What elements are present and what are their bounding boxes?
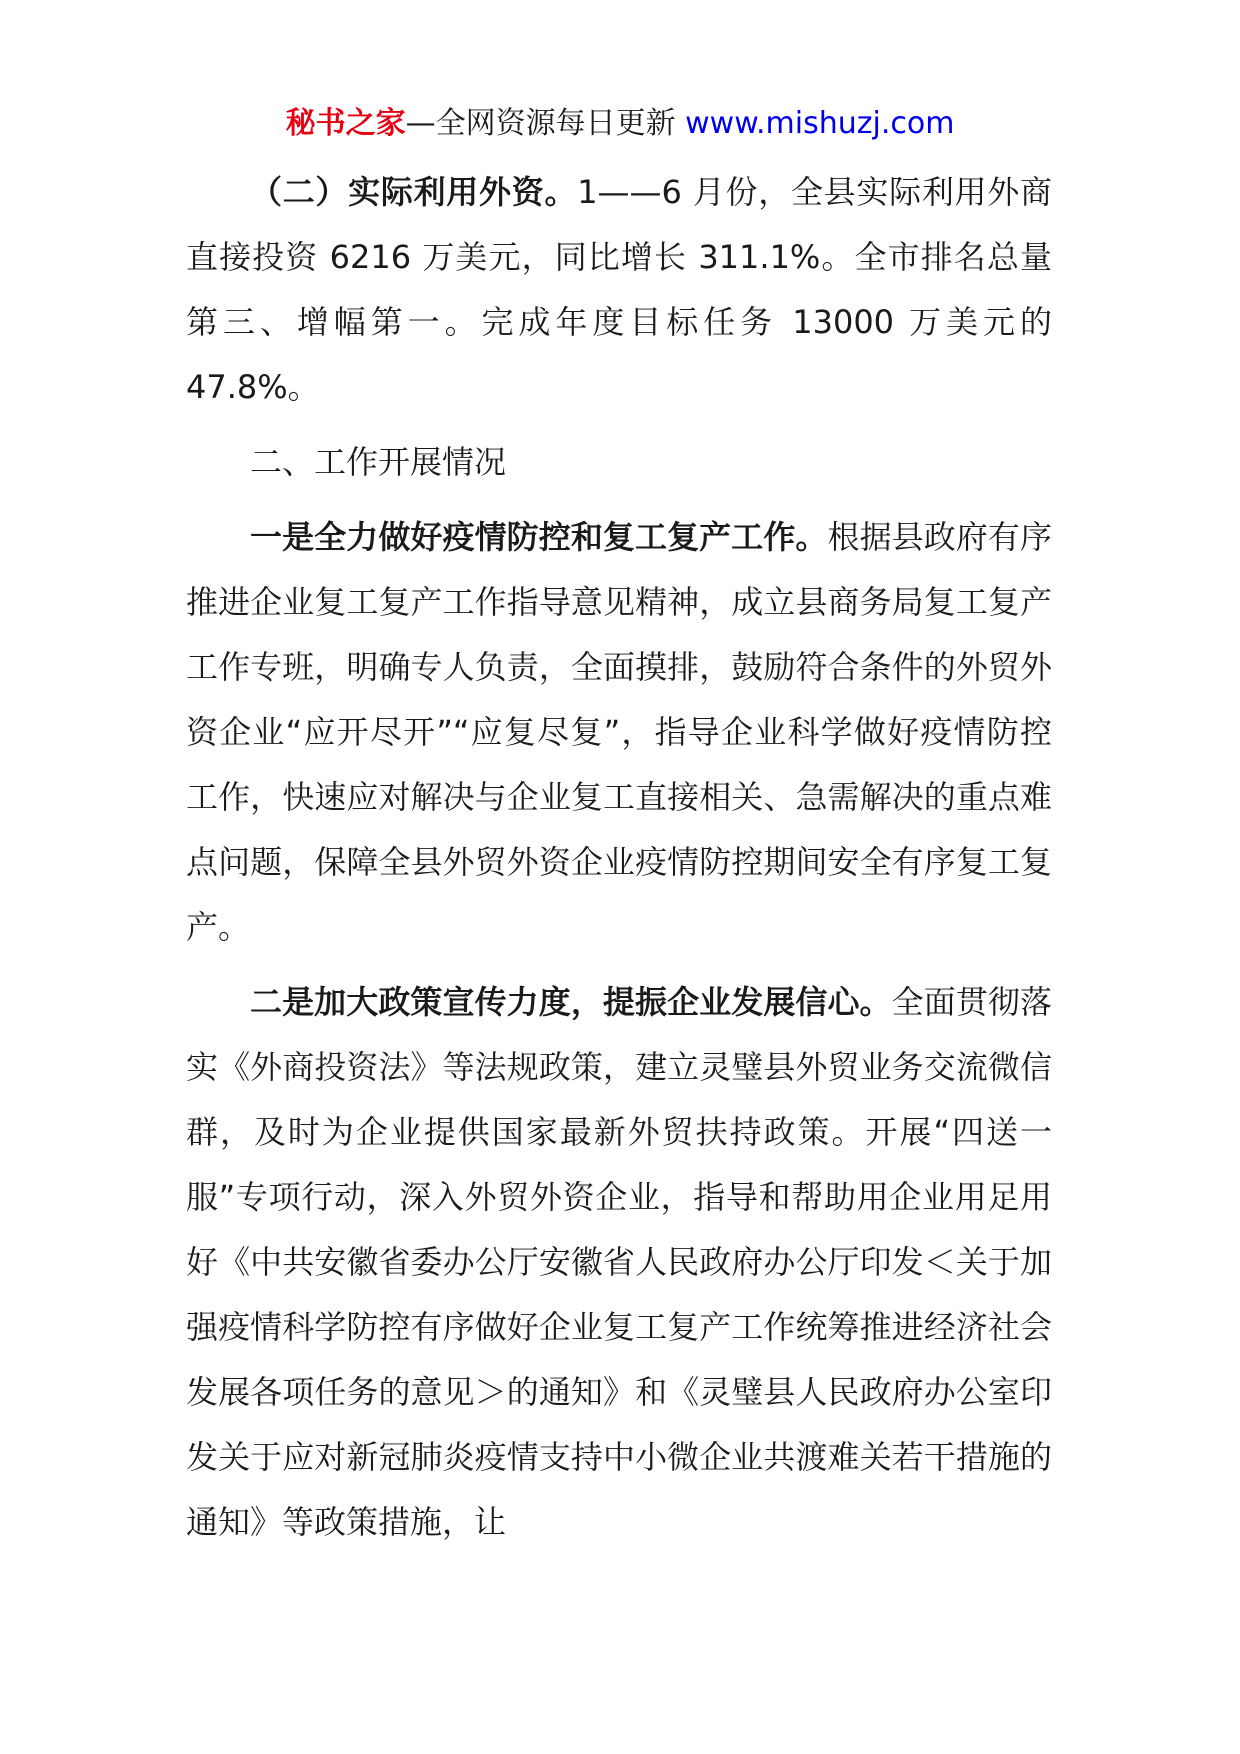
section-heading: 二、工作开展情况 — [250, 443, 507, 481]
brand-name: 秘书之家 — [285, 106, 406, 141]
paragraph-foreign-investment — [186, 160, 1052, 420]
paragraph-text: 1——6 月份，全县实际利用外商直接投资 6216 万美元，同比增长 311.1%。全市排名总量第三、增幅第一。完成年度目标任务 13000 万美元的 47.8%。 — [186, 173, 1052, 406]
header-tagline: —全网资源每日更新 — [405, 106, 686, 141]
paragraph-epidemic-control — [186, 505, 1052, 960]
site-url-link[interactable]: www.mishuzj.com — [685, 106, 955, 141]
paragraph-heading: 一是全力做好疫情防控和复工复产工作。 — [250, 518, 828, 556]
paragraph-text: 根据县政府有序推进企业复工复产工作指导意见精神，成立县商务局复工复产工作专班，明确专人负责，全面摸排，鼓励符合条件的外贸外资企业“应开尽开”“应复尽复”，指导企业科学做好疫情防控工作，快速应对解决与企业复工直接相关、急需解决的重点难点问题，保障全县外贸外资企业疫情防控期间安全有序复工复产。 — [186, 518, 1052, 946]
paragraph-policy-promotion — [186, 970, 1052, 1555]
site-header — [0, 104, 1240, 144]
paragraph-heading: （二）实际利用外资。 — [250, 173, 578, 211]
document-body — [186, 160, 1052, 1555]
paragraph-text: 全面贯彻落实《外商投资法》等法规政策，建立灵璧县外贸业务交流微信群，及时为企业提供国家最新外贸扶持政策。开展“四送一服”专项行动，深入外贸外资企业，指导和帮助用企业用足用好《中共安徽省委办公厅安徽省人民政府办公厅印发＜关于加强疫情科学防控有序做好企业复工复产工作统筹推进经济社会发展各项任务的意见＞的通知》和《灵璧县人民政府办公室印发关于应对新冠肺炎疫情支持中小微企业共渡难关若干措施的通知》等政策措施，让 — [186, 983, 1052, 1541]
paragraph-heading: 二是加大政策宣传力度，提振企业发展信心。 — [250, 983, 892, 1021]
